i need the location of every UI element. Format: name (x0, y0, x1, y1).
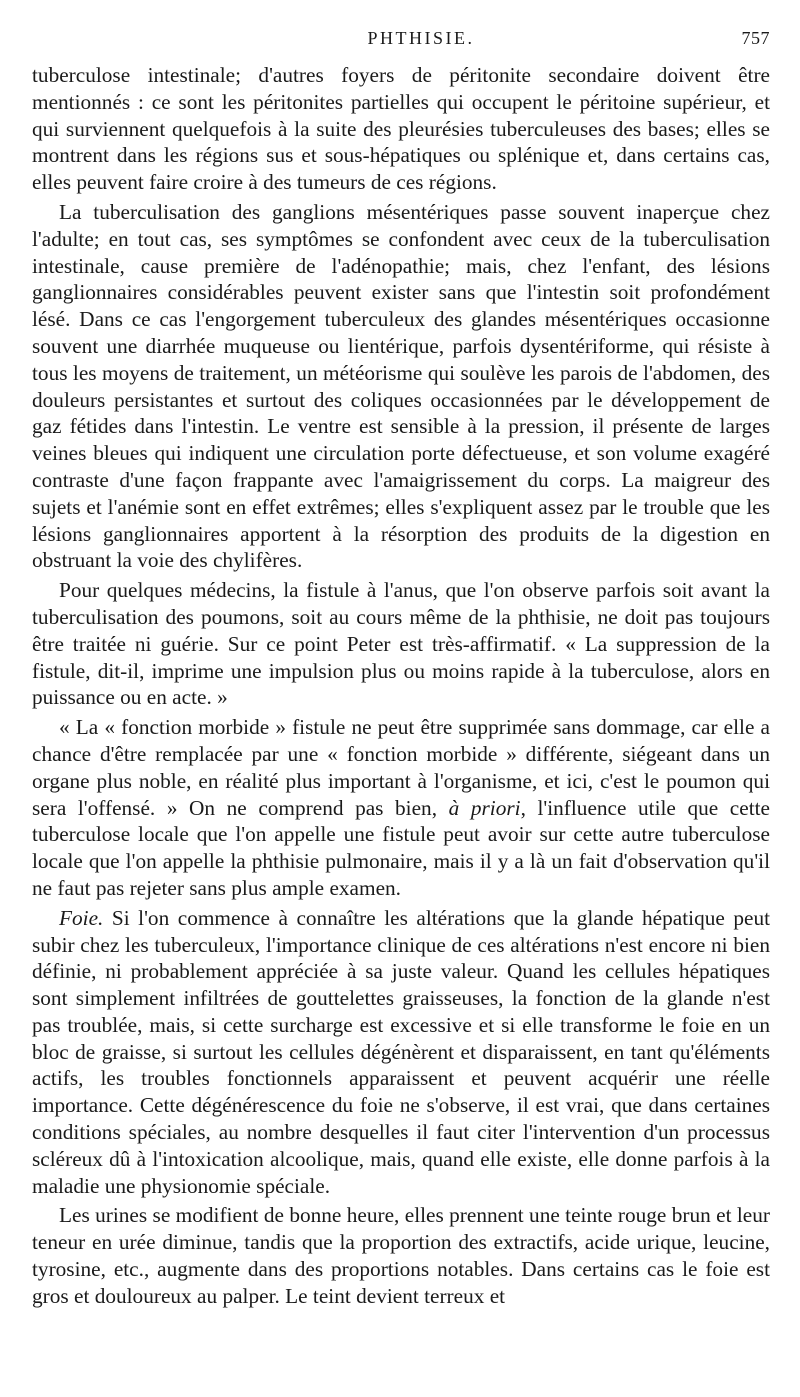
book-page (32, 0, 770, 1397)
paragraph-mesenteric-ganglia: La tuberculisation des ganglions mésentériques passe souvent inaperçue chez l'adulte; en tout cas, ses symptômes se confondent avec ceux de la tuberculisation intestinale, cause première de l'adénopathie; mais, chez l'enfant, des lésions ganglionnaires considérables peuvent exister sans que l'intestin soit profondément lésé. Dans ce cas l'engorgement tuberculeux des glandes mésentériques occasionne souvent une diarrhée muqueuse ou lientérique, parfois dysentériforme, qui résiste à tous les moyens de traitement, un météorisme qui soulève les parois de l'abdomen, des douleurs persistantes et surtout des coliques occasionnées par le développement de gaz fétides dans l'intestin. Le ventre est sensible à la pression, il présente de larges veines bleues qui indiquent une circulation porte défectueuse, et son volume exagéré contraste d'une façon frappante avec l'amaigrissement du corps. La maigreur des sujets et l'anémie sont en effet extrêmes; elles s'expliquent assez par le trouble que les lésions ganglionnaires apportent à la résorption des produits de la digestion en obstruant la voie des chylifères. (32, 199, 770, 573)
paragraph-morbid-function (32, 714, 770, 902)
section-heading-liver: Foie. (59, 905, 104, 930)
liver-text: Si l'on commence à connaître les altérations que la glande hépatique peut subir chez les tuberculeux, l'importance clinique de ces altérations n'est encore ni bien définie, ni probablement appréciée à sa juste valeur. Quand les cellules hépatiques sont simplement infiltrées de gouttelettes graisseuses, la fonction de la glande n'est pas troublée, mais, si cette surcharge est excessive et si elle transforme le foie en un bloc de graisse, si surtout les cellules dégénèrent et disparaissent, en tant qu'éléments actifs, les troubles fonctionnels apparaissent et peuvent acquérir une réelle importance. Cette dégénérescence du foie ne s'observe, il est vrai, que dans certaines conditions spéciales, au nombre desquelles il faut citer l'intervention d'un processus scléreux dû à l'intoxication alcoolique, mais, quand elle existe, elle donne parfois à la maladie une physionomie spéciale. (32, 905, 771, 1198)
running-title: PHTHISIE. (367, 28, 475, 48)
paragraph-liver (32, 905, 770, 1200)
running-head (32, 0, 770, 62)
body-text (32, 62, 770, 1310)
page-number: 757 (741, 28, 770, 48)
paragraph-peritonitis: tuberculose intestinale; d'autres foyers de péritonite secondaire doivent être mentionnés : ce sont les péritonites partielles qui occupent le péritoine supérieur, et qui surviennent quelquefois à la suite des pleurésies tuberculeuses des bases; elles se montrent dans les régions sus et sous-hépatiques ou splénique et, dans certains cas, elles peuvent faire croire à des tumeurs de ces régions. (32, 63, 770, 195)
paragraph-urine: Les urines se modifient de bonne heure, elles prennent une teinte rouge brun et leur teneur en urée diminue, tandis que la proportion des extractifs, acide urique, leucine, tyrosine, etc., augmente dans des proportions notables. Dans certains cas le foie est gros et douloureux au palper. Le teint devient terreux et (32, 1203, 770, 1308)
morbid-function-text-start: « La « fonction morbide » fistule ne peut être supprimée sans dommage, car elle a chance d'être remplacée par une « fonction morbide » différente, siégeant dans un organe plus noble, en réalité plus important à l'organisme, et ici, c'est le poumon qui sera l'offensé. » On ne comprend pas bien, (32, 715, 770, 820)
a-priori-italic: à priori (448, 795, 521, 820)
morbid-function-text-end: , l'influence utile que cette tuberculose locale que l'on appelle une fistule peut avoir sur cette autre tuberculose locale que l'on appelle la phthisie pulmonaire, mais il y a là un fait d'observation qu'il ne faut pas rejeter sans plus ample examen. (32, 795, 770, 900)
paragraph-anal-fistula: Pour quelques médecins, la fistule à l'anus, que l'on observe parfois soit avant la tuberculisation des poumons, soit au cours même de la phthisie, ne doit pas toujours être traitée ni guérie. Sur ce point Peter est très-affirmatif. « La suppression de la fistule, dit-il, imprime une impulsion plus ou moins rapide à la tuberculose, alors en puissance ou en acte. » (32, 578, 770, 710)
